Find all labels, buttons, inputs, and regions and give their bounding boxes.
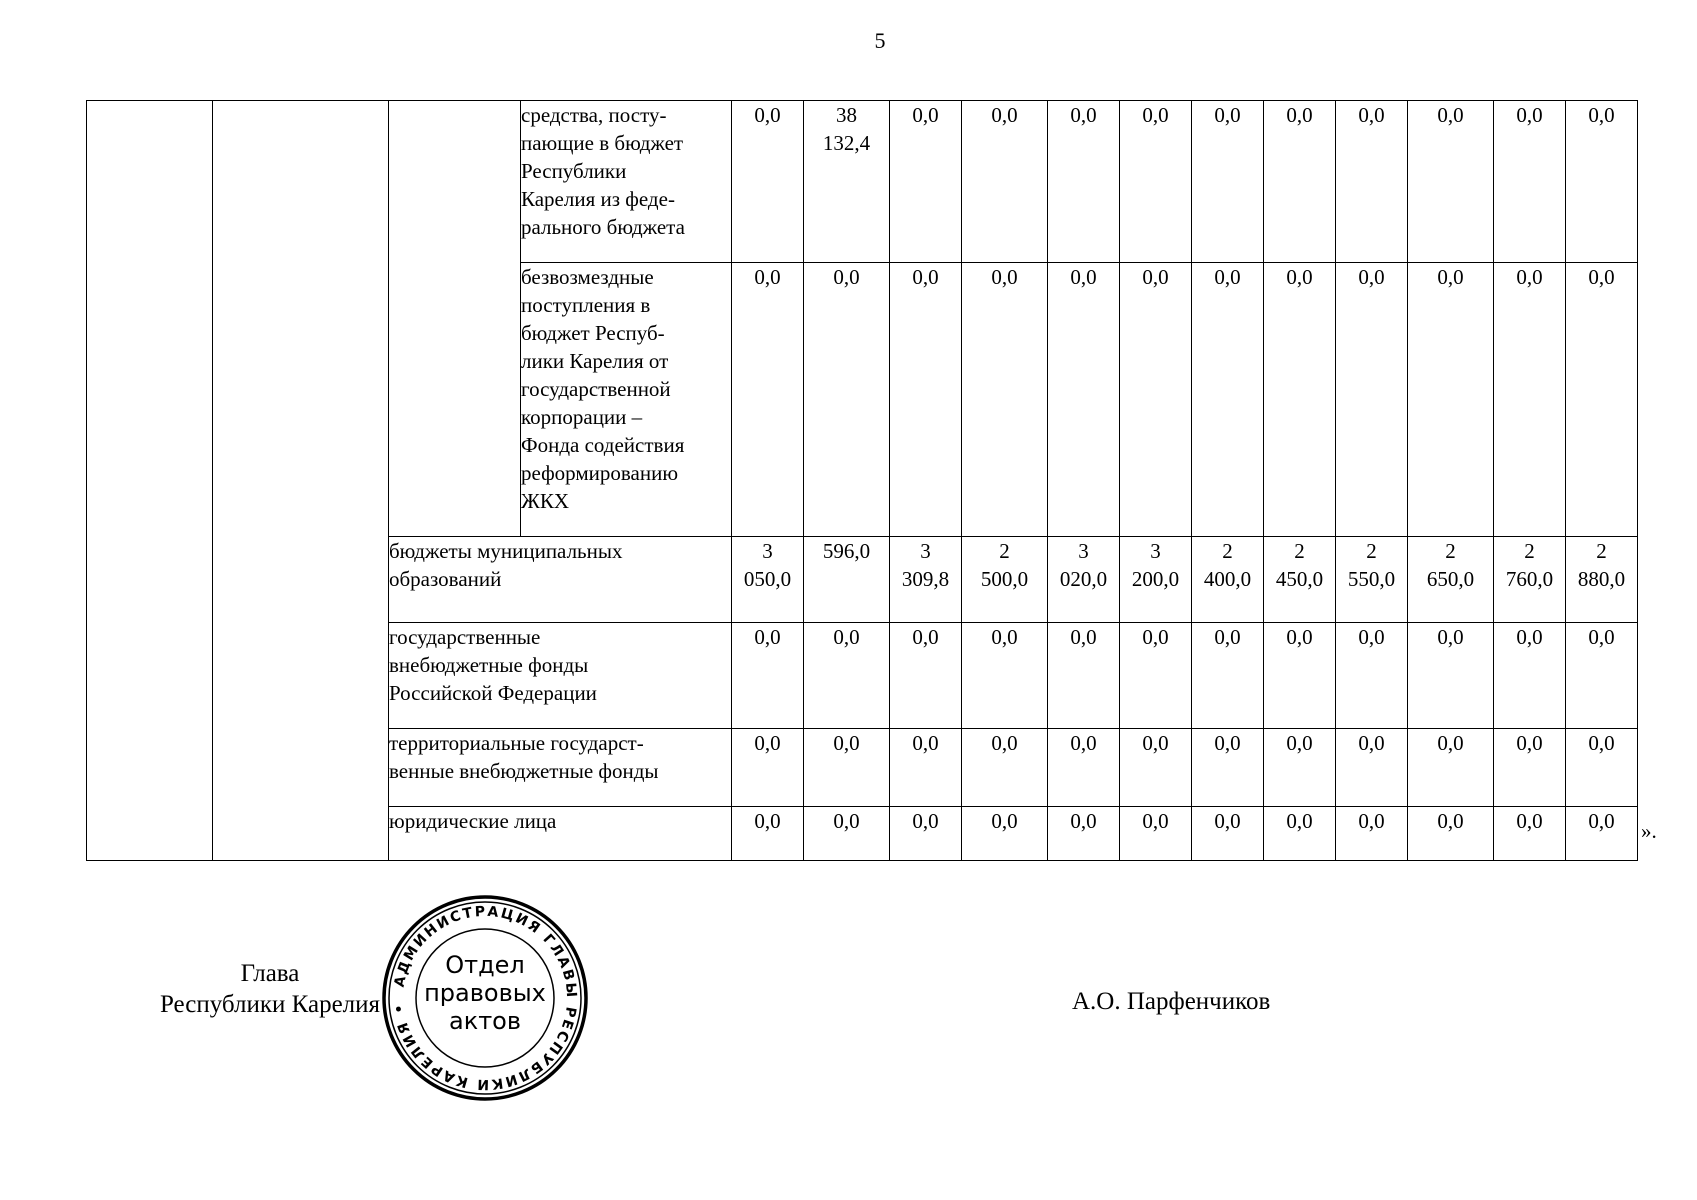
value-cell: 0,0 (1264, 623, 1336, 729)
value-cell: 3 050,0 (732, 537, 804, 623)
value-cell: 0,0 (1566, 729, 1638, 807)
value-cell: 0,0 (1566, 623, 1638, 729)
value-cell: 0,0 (1120, 807, 1192, 861)
value-cell: 0,0 (1192, 101, 1264, 263)
value-cell: 2 500,0 (962, 537, 1048, 623)
value-cell: 0,0 (1048, 807, 1120, 861)
value-cell: 0,0 (1192, 807, 1264, 861)
value-cell: 0,0 (1566, 807, 1638, 861)
value-cell: 0,0 (1408, 807, 1494, 861)
value-cell: 0,0 (732, 807, 804, 861)
svg-text:Отделправовыхактов: Отдел правовых актов (424, 951, 546, 1035)
stamp-seal (380, 893, 590, 1103)
value-cell: 0,0 (804, 623, 890, 729)
value-cell: 0,0 (804, 263, 890, 537)
value-cell: 0,0 (1336, 263, 1408, 537)
value-cell: 0,0 (1192, 263, 1264, 537)
value-cell: 0,0 (1494, 807, 1566, 861)
value-cell: 0,0 (1120, 729, 1192, 807)
value-cell: 0,0 (1048, 729, 1120, 807)
value-cell: 0,0 (732, 101, 804, 263)
value-cell: 0,0 (962, 101, 1048, 263)
value-cell: 0,0 (962, 729, 1048, 807)
value-cell: 0,0 (1120, 623, 1192, 729)
value-cell: 0,0 (804, 807, 890, 861)
row-label: юридические лица (389, 807, 732, 861)
empty-cell (87, 101, 213, 861)
page-number: 5 (874, 28, 886, 53)
row-label: средства, посту- пающие в бюджет Республики Карелия из феде- рального бюджета (521, 101, 732, 263)
row-label: государственные внебюджетные фонды Российской Федерации (389, 623, 732, 729)
value-cell: 2 400,0 (1192, 537, 1264, 623)
value-cell: 0,0 (1494, 729, 1566, 807)
row-label: бюджеты муниципальных образований (389, 537, 732, 623)
value-cell: 0,0 (1120, 263, 1192, 537)
value-cell: 0,0 (1264, 807, 1336, 861)
value-cell: 0,0 (1408, 623, 1494, 729)
closing-quote-mark: ». (1641, 819, 1657, 843)
value-cell: 0,0 (732, 623, 804, 729)
value-cell: 3 200,0 (1120, 537, 1192, 623)
value-cell: 0,0 (890, 623, 962, 729)
value-cell: 0,0 (962, 807, 1048, 861)
value-cell: 0,0 (962, 623, 1048, 729)
value-cell: 0,0 (1048, 623, 1120, 729)
value-cell: 0,0 (1192, 623, 1264, 729)
value-cell: 0,0 (890, 263, 962, 537)
value-cell: 0,0 (1408, 729, 1494, 807)
value-cell: 38 132,4 (804, 101, 890, 263)
value-cell: 0,0 (1264, 729, 1336, 807)
value-cell: 0,0 (890, 101, 962, 263)
value-cell: 596,0 (804, 537, 890, 623)
value-cell: 0,0 (1192, 729, 1264, 807)
value-cell: 0,0 (804, 729, 890, 807)
value-cell: 0,0 (732, 729, 804, 807)
budget-table (86, 100, 1638, 861)
value-cell: 0,0 (962, 263, 1048, 537)
value-cell: 0,0 (1408, 101, 1494, 263)
value-cell: 0,0 (1264, 263, 1336, 537)
row-label: территориальные государст- венные внебюджетные фонды (389, 729, 732, 807)
value-cell: 2 760,0 (1494, 537, 1566, 623)
value-cell: 0,0 (1408, 263, 1494, 537)
value-cell: 2 880,0 (1566, 537, 1638, 623)
value-cell: 0,0 (1494, 101, 1566, 263)
value-cell: 0,0 (1566, 101, 1638, 263)
value-cell: 0,0 (1048, 263, 1120, 537)
table-row (87, 101, 1638, 263)
value-cell: 0,0 (890, 807, 962, 861)
value-cell: 0,0 (1336, 729, 1408, 807)
value-cell: 0,0 (890, 729, 962, 807)
value-cell: 3 309,8 (890, 537, 962, 623)
value-cell: 0,0 (732, 263, 804, 537)
signer-name: А.О. Парфенчиков (1072, 988, 1271, 1015)
signatory-title: Глава Республики Карелия (159, 960, 381, 1018)
value-cell: 0,0 (1336, 807, 1408, 861)
value-cell: 2 450,0 (1264, 537, 1336, 623)
value-cell: 0,0 (1566, 263, 1638, 537)
value-cell: 0,0 (1120, 101, 1192, 263)
value-cell: 0,0 (1048, 101, 1120, 263)
value-cell: 0,0 (1494, 263, 1566, 537)
empty-cell (213, 101, 389, 861)
empty-cell (389, 101, 521, 537)
value-cell: 3 020,0 (1048, 537, 1120, 623)
value-cell: 0,0 (1494, 623, 1566, 729)
svg-text:АДМИНИСТРАЦИЯ ГЛАВЫ РЕСПУБЛИКИ: АДМИНИСТРАЦИЯ ГЛАВЫ РЕСПУБЛИКИ КАРЕЛИЯ • (390, 903, 580, 1093)
value-cell: 2 650,0 (1408, 537, 1494, 623)
value-cell: 0,0 (1336, 623, 1408, 729)
value-cell: 2 550,0 (1336, 537, 1408, 623)
value-cell: 0,0 (1336, 101, 1408, 263)
value-cell: 0,0 (1264, 101, 1336, 263)
row-label: безвозмездные поступления в бюджет Респуб- лики Карелия от государственной корпорации – Фонда содействия реформированию ЖКХ (521, 263, 732, 537)
